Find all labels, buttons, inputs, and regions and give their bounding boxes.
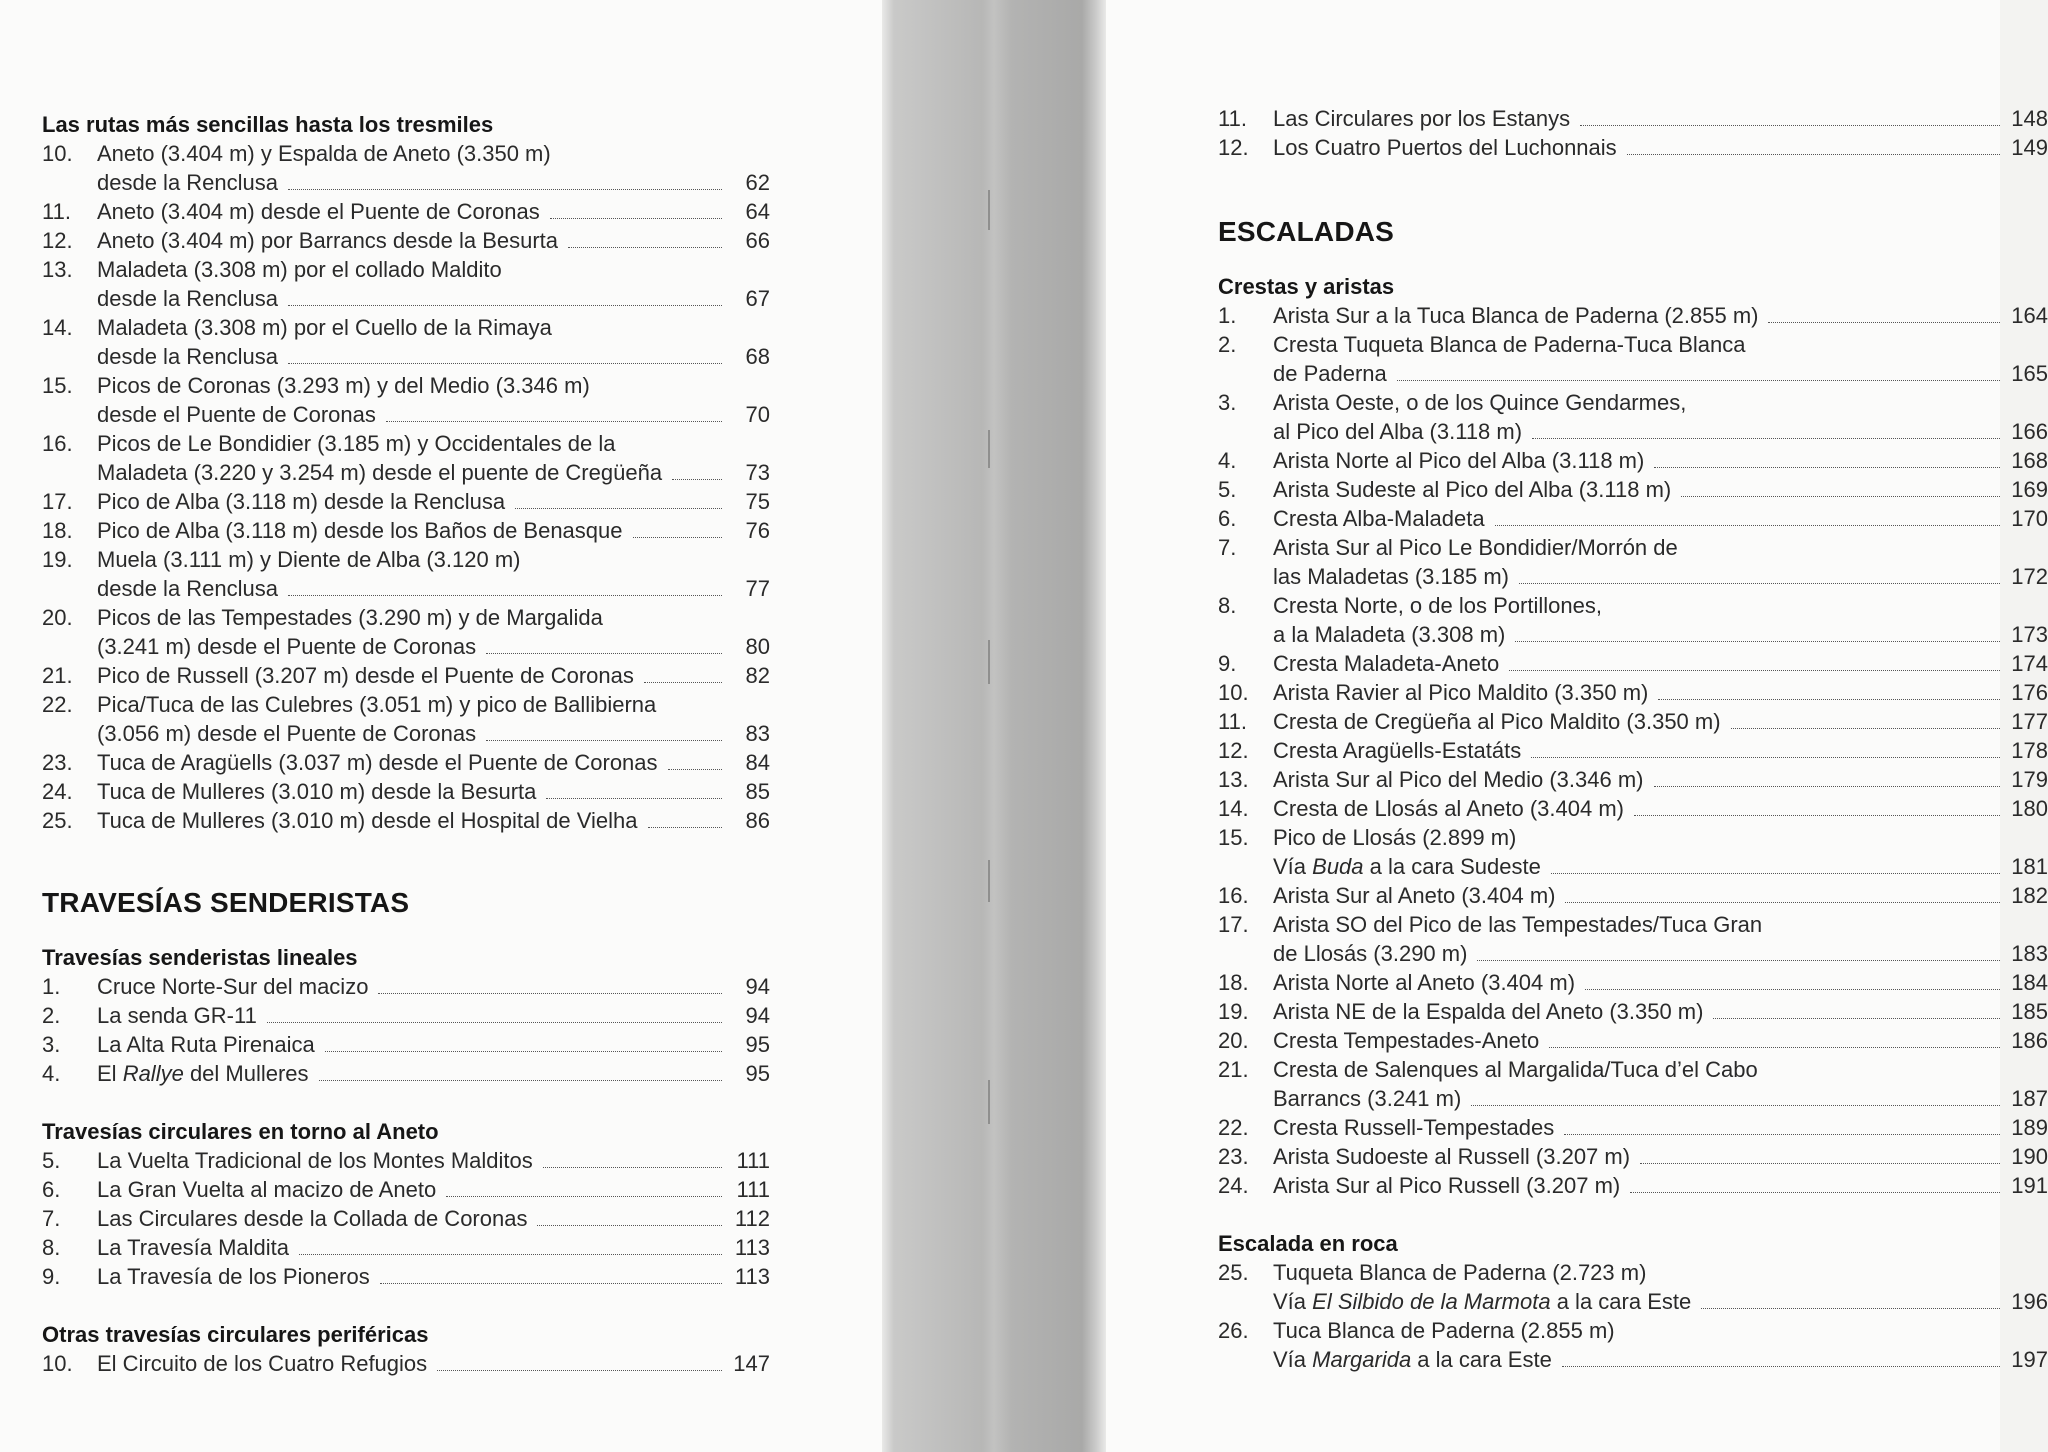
dot-leader — [1515, 641, 2000, 642]
dot-leader — [288, 595, 722, 596]
entry-title: La senda GR-11 — [97, 1003, 257, 1028]
dot-leader — [1509, 670, 2000, 671]
entry-number: 1. — [1218, 303, 1237, 328]
entry-title: Arista Sur al Pico Le Bondidier/Morrón de — [1273, 535, 1678, 560]
entry-title: La Vuelta Tradicional de los Montes Malditos — [97, 1148, 533, 1173]
toc-entry[interactable] — [42, 1177, 770, 1206]
entry-page-number: 84 — [745, 750, 770, 775]
entry-page-number: 185 — [2011, 999, 2048, 1024]
entry-number: 14. — [42, 315, 73, 340]
entry-number: 9. — [1218, 651, 1237, 676]
toc-entry[interactable] — [1218, 332, 2048, 386]
entry-page-number: 77 — [745, 576, 770, 601]
entry-page-number: 66 — [745, 228, 770, 253]
entry-number: 1. — [42, 974, 61, 999]
entry-page-number: 183 — [2011, 941, 2048, 966]
entry-number: 4. — [1218, 448, 1237, 473]
toc-entry[interactable] — [1218, 106, 2048, 135]
toc-entry[interactable] — [42, 373, 770, 427]
toc-entry[interactable] — [42, 1235, 770, 1264]
entry-page-number: 112 — [734, 1206, 770, 1231]
entry-title: Arista Sur al Pico Russell (3.207 m) — [1273, 1173, 1621, 1198]
entry-title: Cresta Maladeta-Aneto — [1273, 651, 1500, 676]
dot-leader — [288, 305, 722, 306]
entry-title: Arista Sur a la Tuca Blanca de Paderna (2.855 m) — [1273, 303, 1759, 328]
entry-title: desde el Puente de Coronas — [97, 402, 376, 427]
toc-entry[interactable] — [42, 141, 770, 195]
dot-leader — [319, 1080, 722, 1081]
entry-page-number: 197 — [2011, 1347, 2048, 1372]
toc-entry[interactable] — [42, 489, 770, 518]
entry-page-number: 86 — [745, 808, 770, 833]
entry-number: 10. — [42, 141, 73, 166]
toc-entry[interactable] — [1218, 912, 2048, 966]
toc-entry[interactable] — [1218, 680, 2048, 709]
dot-leader — [568, 247, 722, 248]
entry-title: Pico de Llosás (2.899 m) — [1273, 825, 1517, 850]
entry-title: Aneto (3.404 m) y Espalda de Aneto (3.350 m) — [97, 141, 551, 166]
toc-entry[interactable] — [1218, 738, 2048, 767]
toc-entry[interactable] — [1218, 825, 2048, 879]
toc-entry[interactable] — [42, 257, 770, 311]
dot-leader — [1477, 960, 2000, 961]
entry-page-number: 190 — [2011, 1144, 2048, 1169]
entry-page-number: 64 — [745, 199, 770, 224]
entry-title: Barrancs (3.241 m) — [1273, 1086, 1462, 1111]
entry-title: Muela (3.111 m) y Diente de Alba (3.120 m) — [97, 547, 521, 572]
toc-entry[interactable] — [42, 1061, 770, 1090]
dot-leader — [546, 798, 722, 799]
entry-number: 22. — [42, 692, 73, 717]
entry-page-number: 184 — [2011, 970, 2048, 995]
entry-title: Maladeta (3.308 m) por el Cuello de la Rimaya — [97, 315, 552, 340]
dot-leader — [1585, 989, 2000, 990]
entry-number: 24. — [42, 779, 73, 804]
entry-title: las Maladetas (3.185 m) — [1273, 564, 1509, 589]
entry-title: Arista Sudoeste al Russell (3.207 m) — [1273, 1144, 1631, 1169]
entry-page-number: 111 — [736, 1148, 770, 1173]
entry-page-number: 165 — [2011, 361, 2048, 386]
dot-leader — [1630, 1192, 2000, 1193]
toc-entry[interactable] — [42, 1003, 770, 1032]
toc-entry[interactable] — [42, 605, 770, 659]
dot-leader — [1681, 496, 2000, 497]
dot-leader — [1768, 322, 2000, 323]
entry-number: 5. — [1218, 477, 1237, 502]
toc-entry[interactable] — [1218, 390, 2048, 444]
entry-page-number: 67 — [745, 286, 770, 311]
entry-title: Cresta Norte, o de los Portillones, — [1273, 593, 1602, 618]
entry-number: 3. — [42, 1032, 61, 1057]
entry-title: Tuca de Mulleres (3.010 m) desde la Besurta — [97, 779, 537, 804]
toc-entry[interactable] — [1218, 767, 2048, 796]
entry-number: 17. — [42, 489, 73, 514]
entry-title: Picos de Coronas (3.293 m) y del Medio (3.346 m) — [97, 373, 590, 398]
entry-title: Maladeta (3.308 m) por el collado Maldito — [97, 257, 502, 282]
entry-title: desde la Renclusa — [97, 576, 279, 601]
dot-leader — [1654, 786, 2001, 787]
entry-number: 4. — [42, 1061, 61, 1086]
entry-page-number: 111 — [736, 1177, 770, 1202]
dot-leader — [1564, 1134, 2000, 1135]
entry-page-number: 169 — [2011, 477, 2048, 502]
entry-title: Aneto (3.404 m) desde el Puente de Coronas — [97, 199, 540, 224]
toc-entry[interactable] — [1218, 651, 2048, 680]
entry-number: 11. — [42, 199, 71, 224]
entry-page-number: 181 — [2011, 854, 2048, 879]
entry-page-number: 164 — [2011, 303, 2048, 328]
dot-leader — [672, 479, 722, 480]
entry-page-number: 166 — [2011, 419, 2048, 444]
entry-number: 12. — [1218, 738, 1249, 763]
dot-leader — [1471, 1105, 2000, 1106]
entry-page-number: 73 — [745, 460, 770, 485]
dot-leader — [1495, 525, 2000, 526]
entry-title: al Pico del Alba (3.118 m) — [1273, 419, 1523, 444]
entry-title: desde la Renclusa — [97, 286, 279, 311]
dot-leader — [1627, 154, 2000, 155]
entry-number: 20. — [42, 605, 73, 630]
entry-title: Cresta de Salenques al Margalida/Tuca d’el Cabo — [1273, 1057, 1758, 1082]
toc-entry[interactable] — [42, 547, 770, 601]
toc-entry[interactable] — [42, 315, 770, 369]
entry-number: 13. — [1218, 767, 1249, 792]
dot-leader — [437, 1370, 722, 1371]
entry-title: El Circuito de los Cuatro Refugios — [97, 1351, 428, 1376]
entry-title: Pica/Tuca de las Culebres (3.051 m) y pico de Ballibierna — [97, 692, 657, 717]
toc-entry[interactable] — [1218, 135, 2048, 164]
toc-entry[interactable] — [1218, 1173, 2048, 1202]
entry-number: 21. — [42, 663, 73, 688]
entry-title: El Rallye del Mulleres — [97, 1061, 309, 1086]
entry-number: 12. — [42, 228, 73, 253]
entry-page-number: 178 — [2011, 738, 2048, 763]
entry-title: Cresta Alba-Maladeta — [1273, 506, 1485, 531]
dot-leader — [1549, 1047, 2000, 1048]
entry-title: La Gran Vuelta al macizo de Aneto — [97, 1177, 437, 1202]
entry-number: 8. — [1218, 593, 1237, 618]
dot-leader — [668, 769, 722, 770]
entry-number: 22. — [1218, 1115, 1249, 1140]
entry-title: Cresta de Cregüeña al Pico Maldito (3.350 m) — [1273, 709, 1721, 734]
toc-entry[interactable] — [1218, 303, 2048, 332]
toc-entry[interactable] — [1218, 593, 2048, 647]
entry-number: 16. — [1218, 883, 1249, 908]
group-title-lineales: Travesías senderistas lineales — [42, 945, 358, 970]
group-title-crestas: Crestas y aristas — [1218, 274, 1395, 299]
entry-number: 21. — [1218, 1057, 1249, 1082]
entry-title: Vía El Silbido de la Marmota a la cara Este — [1273, 1289, 1692, 1314]
entry-number: 6. — [1218, 506, 1237, 531]
entry-number: 14. — [1218, 796, 1249, 821]
dot-leader — [325, 1051, 722, 1052]
entry-page-number: 182 — [2011, 883, 2048, 908]
toc-entry[interactable] — [42, 199, 770, 228]
entry-number: 15. — [42, 373, 73, 398]
dot-leader — [299, 1254, 722, 1255]
entry-title: de Llosás (3.290 m) — [1273, 941, 1468, 966]
dot-leader — [267, 1022, 722, 1023]
entry-page-number: 147 — [733, 1351, 770, 1376]
toc-entry[interactable] — [42, 431, 770, 485]
entry-title: Vía Buda a la cara Sudeste — [1273, 854, 1541, 879]
entry-title: Arista SO del Pico de las Tempestades/Tuca Gran — [1273, 912, 1763, 937]
entry-title: Vía Margarida a la cara Este — [1273, 1347, 1552, 1372]
entry-page-number: 170 — [2011, 506, 2048, 531]
dot-leader — [1658, 699, 2000, 700]
entry-page-number: 75 — [745, 489, 770, 514]
entry-title: Cresta Tempestades-Aneto — [1273, 1028, 1540, 1053]
toc-entry[interactable] — [1218, 1260, 2048, 1314]
dot-leader — [1565, 902, 2000, 903]
dot-leader — [543, 1167, 722, 1168]
entry-page-number: 70 — [745, 402, 770, 427]
entry-title: Cresta Russell-Tempestades — [1273, 1115, 1555, 1140]
entry-page-number: 95 — [745, 1032, 770, 1057]
entry-title: Cruce Norte-Sur del macizo — [97, 974, 369, 999]
toc-entry[interactable] — [1218, 796, 2048, 825]
dot-leader — [1519, 583, 2000, 584]
dot-leader — [537, 1225, 722, 1226]
entry-number: 5. — [42, 1148, 61, 1173]
toc-entry[interactable] — [42, 1206, 770, 1235]
entry-page-number: 95 — [745, 1061, 770, 1086]
toc-entry[interactable] — [42, 974, 770, 1003]
group-title-rutas: Las rutas más sencillas hasta los tresmiles — [42, 112, 494, 137]
toc-entry[interactable] — [1218, 506, 2048, 535]
entry-page-number: 174 — [2011, 651, 2048, 676]
entry-title: Arista Norte al Aneto (3.404 m) — [1273, 970, 1576, 995]
entry-title: (3.056 m) desde el Puente de Coronas — [97, 721, 477, 746]
entry-title: Pico de Alba (3.118 m) desde la Renclusa — [97, 489, 506, 514]
entry-title: Tuca de Aragüells (3.037 m) desde el Puente de Coronas — [97, 750, 658, 775]
section-title-escaladas: ESCALADAS — [1218, 216, 1395, 247]
book-gutter — [882, 0, 1106, 1452]
toc-entry[interactable] — [1218, 1057, 2048, 1111]
dot-leader — [288, 189, 722, 190]
entry-page-number: 173 — [2011, 622, 2048, 647]
dot-leader — [1640, 1163, 2000, 1164]
entry-page-number: 191 — [2011, 1173, 2048, 1198]
entry-title: (3.241 m) desde el Puente de Coronas — [97, 634, 477, 659]
entry-page-number: 187 — [2011, 1086, 2048, 1111]
toc-entry[interactable] — [42, 750, 770, 779]
dot-leader — [1532, 438, 2000, 439]
entry-number: 26. — [1218, 1318, 1249, 1343]
dot-leader — [1634, 815, 2000, 816]
toc-entry[interactable] — [42, 663, 770, 692]
entry-number: 19. — [1218, 999, 1249, 1024]
entry-title: Arista Ravier al Pico Maldito (3.350 m) — [1273, 680, 1649, 705]
right-page — [1106, 0, 2048, 1452]
toc-entry[interactable] — [1218, 477, 2048, 506]
group-title-circulares: Travesías circulares en torno al Aneto — [42, 1119, 439, 1144]
toc-entry[interactable] — [1218, 709, 2048, 738]
entry-title: Arista Norte al Pico del Alba (3.118 m) — [1273, 448, 1645, 473]
toc-entry[interactable] — [1218, 1144, 2048, 1173]
entry-title: La Travesía de los Pioneros — [97, 1264, 370, 1289]
entry-number: 2. — [1218, 332, 1237, 357]
entry-number: 10. — [42, 1351, 73, 1376]
section-title-travesias: TRAVESÍAS SENDERISTAS — [42, 887, 410, 918]
entry-number: 3. — [1218, 390, 1237, 415]
entry-title: Arista NE de la Espalda del Aneto (3.350 m) — [1273, 999, 1704, 1024]
toc-entry[interactable] — [1218, 883, 2048, 912]
toc-entry[interactable] — [42, 1148, 770, 1177]
toc-entry[interactable] — [42, 228, 770, 257]
dot-leader — [486, 740, 722, 741]
dot-leader — [1654, 467, 2000, 468]
toc-entry[interactable] — [42, 808, 770, 837]
dot-leader — [1562, 1366, 2000, 1367]
entry-number: 23. — [42, 750, 73, 775]
entry-page-number: 168 — [2011, 448, 2048, 473]
entry-title: Cresta Aragüells-Estatáts — [1273, 738, 1522, 763]
entry-page-number: 148 — [2011, 106, 2048, 131]
entry-title: Picos de Le Bondidier (3.185 m) y Occidentales de la — [97, 431, 616, 456]
entry-number: 9. — [42, 1264, 61, 1289]
dot-leader — [1713, 1018, 2000, 1019]
toc-entry[interactable] — [1218, 535, 2048, 589]
entry-page-number: 177 — [2011, 709, 2048, 734]
entry-page-number: 82 — [745, 663, 770, 688]
entry-title: Arista Sur al Aneto (3.404 m) — [1273, 883, 1556, 908]
dot-leader — [1731, 728, 2000, 729]
entry-number: 13. — [42, 257, 73, 282]
entry-page-number: 80 — [745, 634, 770, 659]
entry-number: 25. — [42, 808, 73, 833]
toc-entry[interactable] — [42, 1264, 770, 1293]
entry-number: 11. — [1218, 709, 1247, 734]
entry-title: Cresta Tuqueta Blanca de Paderna-Tuca Blanca — [1273, 332, 1746, 357]
entry-page-number: 149 — [2011, 135, 2048, 160]
entry-number: 12. — [1218, 135, 1249, 160]
entry-number: 24. — [1218, 1173, 1249, 1198]
dot-leader — [644, 682, 722, 683]
entry-title: Arista Oeste, o de los Quince Gendarmes, — [1273, 390, 1687, 415]
entry-number: 16. — [42, 431, 73, 456]
entry-number: 15. — [1218, 825, 1249, 850]
entry-page-number: 176 — [2011, 680, 2048, 705]
toc-entry[interactable] — [1218, 1028, 2048, 1057]
entry-page-number: 68 — [745, 344, 770, 369]
entry-number: 20. — [1218, 1028, 1249, 1053]
entry-title: Tuca de Mulleres (3.010 m) desde el Hospital de Vielha — [97, 808, 638, 833]
dot-leader — [288, 363, 722, 364]
entry-number: 25. — [1218, 1260, 1249, 1285]
entry-title: Tuca Blanca de Paderna (2.855 m) — [1273, 1318, 1615, 1343]
entry-title: Arista Sur al Pico del Medio (3.346 m) — [1273, 767, 1644, 792]
dot-leader — [1701, 1308, 2000, 1309]
dot-leader — [378, 993, 722, 994]
toc-entry[interactable] — [42, 692, 770, 746]
left-page — [0, 0, 882, 1452]
entry-page-number: 189 — [2011, 1115, 2048, 1140]
dot-leader — [380, 1283, 722, 1284]
entry-number: 17. — [1218, 912, 1249, 937]
toc-entry[interactable] — [42, 779, 770, 808]
dot-leader — [648, 827, 722, 828]
dot-leader — [515, 508, 722, 509]
toc-entry[interactable] — [1218, 448, 2048, 477]
entry-number: 2. — [42, 1003, 61, 1028]
group-title-roca: Escalada en roca — [1218, 1231, 1398, 1256]
entry-title: Tuqueta Blanca de Paderna (2.723 m) — [1273, 1260, 1647, 1285]
entry-title: Las Circulares desde la Collada de Coronas — [97, 1206, 528, 1231]
entry-title: Picos de las Tempestades (3.290 m) y de Margalida — [97, 605, 603, 630]
entry-number: 7. — [42, 1206, 61, 1231]
entry-title: Pico de Russell (3.207 m) desde el Puente de Coronas — [97, 663, 634, 688]
entry-title: Las Circulares por los Estanys — [1273, 106, 1571, 131]
entry-title: Cresta de Llosás al Aneto (3.404 m) — [1273, 796, 1624, 821]
entry-title: Maladeta (3.220 y 3.254 m) desde el puente de Cregüeña — [97, 460, 663, 485]
dot-leader — [550, 218, 722, 219]
entry-number: 8. — [42, 1235, 61, 1260]
entry-title: La Alta Ruta Pirenaica — [97, 1032, 315, 1057]
entry-number: 7. — [1218, 535, 1237, 560]
dot-leader — [446, 1196, 722, 1197]
group-title-perifericas: Otras travesías circulares periféricas — [42, 1322, 429, 1347]
entry-title: desde la Renclusa — [97, 170, 279, 195]
entry-number: 10. — [1218, 680, 1249, 705]
entry-number: 18. — [1218, 970, 1249, 995]
dot-leader — [386, 421, 722, 422]
entry-title: desde la Renclusa — [97, 344, 279, 369]
toc-entry[interactable] — [1218, 970, 2048, 999]
toc-entry[interactable] — [42, 1032, 770, 1061]
toc-entry[interactable] — [1218, 999, 2048, 1028]
entry-page-number: 85 — [745, 779, 770, 804]
entry-title: Arista Sudeste al Pico del Alba (3.118 m) — [1273, 477, 1672, 502]
entry-page-number: 62 — [745, 170, 770, 195]
entry-title: La Travesía Maldita — [97, 1235, 289, 1260]
entry-number: 11. — [1218, 106, 1247, 131]
toc-entry[interactable] — [1218, 1318, 2048, 1372]
entry-title: de Paderna — [1273, 361, 1387, 386]
entry-page-number: 186 — [2011, 1028, 2048, 1053]
entry-page-number: 113 — [734, 1264, 770, 1289]
dot-leader — [486, 653, 722, 654]
entry-number: 19. — [42, 547, 73, 572]
dot-leader — [1397, 380, 2000, 381]
entry-page-number: 94 — [745, 974, 770, 999]
entry-number: 6. — [42, 1177, 61, 1202]
entry-number: 18. — [42, 518, 73, 543]
toc-entry[interactable] — [42, 1351, 770, 1380]
entry-page-number: 113 — [734, 1235, 770, 1260]
entry-page-number: 196 — [2011, 1289, 2048, 1314]
entry-title: Los Cuatro Puertos del Luchonnais — [1273, 135, 1617, 160]
toc-entry[interactable] — [42, 518, 770, 547]
entry-page-number: 76 — [745, 518, 770, 543]
dot-leader — [1580, 125, 2000, 126]
dot-leader — [633, 537, 723, 538]
entry-title: Pico de Alba (3.118 m) desde los Baños de Benasque — [97, 518, 623, 543]
dot-leader — [1551, 873, 2000, 874]
entry-page-number: 179 — [2011, 767, 2048, 792]
entry-title: Aneto (3.404 m) por Barrancs desde la Besurta — [97, 228, 559, 253]
entry-page-number: 94 — [745, 1003, 770, 1028]
toc-entry[interactable] — [1218, 1115, 2048, 1144]
entry-page-number: 180 — [2011, 796, 2048, 821]
entry-page-number: 83 — [745, 721, 770, 746]
entry-page-number: 172 — [2011, 564, 2048, 589]
dot-leader — [1531, 757, 2000, 758]
entry-number: 23. — [1218, 1144, 1249, 1169]
entry-title: a la Maladeta (3.308 m) — [1273, 622, 1506, 647]
